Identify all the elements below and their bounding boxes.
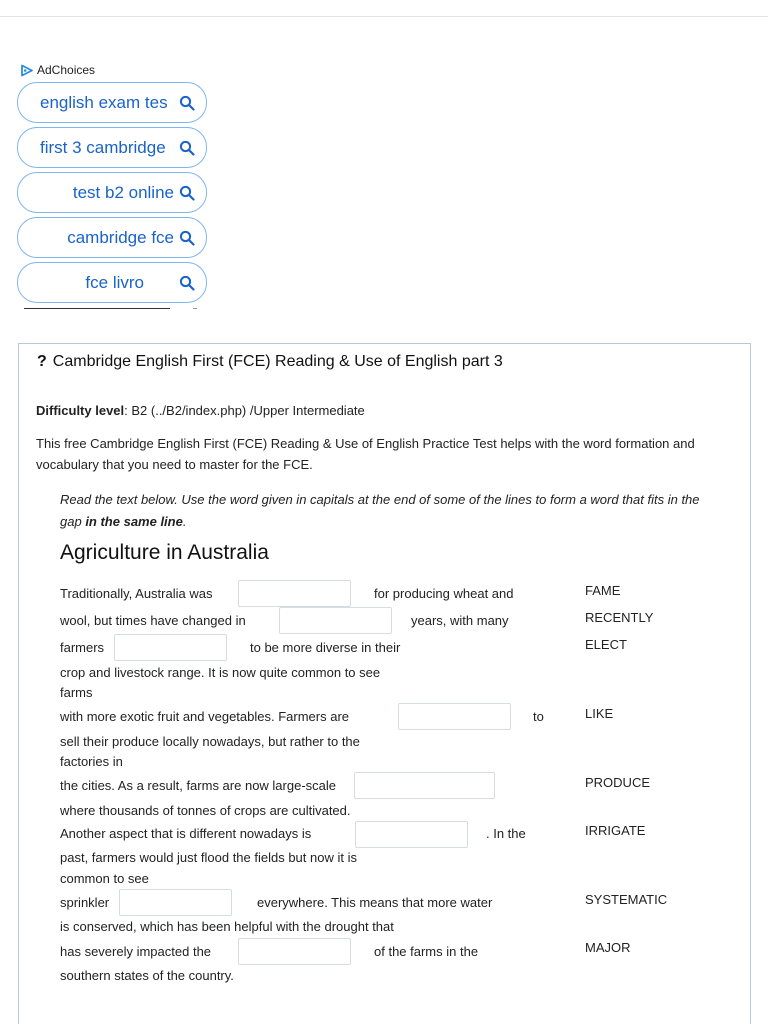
search-suggestion-pill[interactable] [17, 217, 207, 258]
passage-text: common to see [60, 871, 149, 886]
passage-text: factories in [60, 754, 123, 769]
exercise-card [18, 343, 751, 1024]
search-icon [179, 185, 195, 201]
search-icon [179, 230, 195, 246]
ad-divider-tick [193, 308, 197, 309]
top-divider [0, 16, 768, 17]
instructions-text: Read the text below. Use the word given in capitals at the end of some of the lines to form a word that fits in the gap [60, 492, 700, 529]
passage-text: farmers [60, 640, 105, 655]
difficulty-label: Difficulty level [36, 403, 125, 418]
search-suggestion-pill[interactable] [17, 172, 207, 213]
passage-text: to [533, 709, 544, 724]
keyword-major: MAJOR [585, 940, 631, 955]
search-icon [179, 275, 195, 291]
search-icon [179, 95, 195, 111]
intro-paragraph: This free Cambridge English First (FCE) Reading & Use of English Practice Test helps with the word formation and vocabulary that you need to master for the FCE. [36, 436, 695, 472]
search-suggestion-label: test b2 online [72, 183, 174, 202]
adchoices-icon [20, 64, 34, 77]
passage-text: . In the [486, 826, 526, 841]
passage-text: crop and livestock range. It is now quite common to see [60, 665, 381, 680]
search-suggestions [17, 82, 207, 307]
gap-input-8[interactable] [238, 938, 351, 965]
instructions-end: . [182, 514, 187, 529]
passage-text: everywhere. This means that more water [257, 895, 493, 910]
passage-text: sprinkler [60, 895, 110, 910]
keyword-fame: FAME [585, 583, 621, 598]
instructions-emphasis: in the same line [85, 514, 183, 529]
passage-text: to be more diverse in their [250, 640, 401, 655]
search-suggestion-label: first 3 cambridge [40, 138, 166, 157]
exercise-title-text: Cambridge English First (FCE) Reading & Use of English part 3 [52, 353, 503, 370]
passage-text: southern states of the country. [60, 968, 234, 983]
gap-input-2[interactable] [279, 607, 392, 634]
passage-text: with more exotic fruit and vegetables. Farmers are [60, 709, 350, 724]
passage-text: years, with many [411, 613, 509, 628]
text-title: Agriculture in Australia [60, 541, 269, 564]
passage-text: of the farms in the [374, 944, 479, 959]
passage-text: for producing wheat and [374, 586, 514, 601]
passage-text: wool, but times have changed in [60, 613, 246, 628]
passage-text: the cities. As a result, farms are now large-scale [60, 778, 337, 793]
keyword-produce: PRODUCE [585, 775, 651, 790]
passage-text: farms [60, 685, 93, 700]
gap-input-5[interactable] [354, 772, 495, 799]
gap-input-3[interactable] [114, 634, 227, 661]
keyword-like: LIKE [585, 706, 614, 721]
passage-text: past, farmers would just flood the fields but now it is [60, 850, 357, 865]
difficulty-value: : B2 (../B2/index.php) /Upper Intermediate [124, 403, 365, 418]
adchoices-label: AdChoices [37, 63, 96, 77]
ad-divider [24, 308, 170, 309]
gap-input-6[interactable] [355, 821, 468, 848]
adchoices-link[interactable] [20, 63, 95, 77]
search-suggestion-label: fce livro [85, 273, 144, 292]
search-suggestion-pill[interactable] [17, 127, 207, 168]
passage-text: sell their produce locally nowadays, but rather to the [60, 734, 360, 749]
keyword-recently: RECENTLY [585, 610, 654, 625]
instructions [60, 489, 720, 533]
keyword-irrigate: IRRIGATE [585, 823, 646, 838]
search-suggestion-label: english exam tes [40, 93, 168, 112]
passage-text: has severely impacted the [60, 944, 212, 959]
passage-text: Another aspect that is different nowadays is [60, 826, 312, 841]
gap-input-4[interactable] [398, 703, 511, 730]
passage-text: where thousands of tonnes of crops are cultivated. [60, 803, 351, 818]
exercise-title [37, 353, 503, 371]
search-icon [179, 140, 195, 156]
passage-text: Traditionally, Australia was [60, 586, 213, 601]
passage-text: is conserved, which has been helpful with the drought that [60, 919, 394, 934]
keyword-systematic: SYSTEMATIC [585, 892, 668, 907]
difficulty-level [36, 403, 365, 418]
keyword-elect: ELECT [585, 637, 627, 652]
gap-input-1[interactable] [238, 580, 351, 607]
gap-input-7[interactable] [119, 889, 232, 916]
search-suggestion-pill[interactable] [17, 262, 207, 303]
search-suggestion-label: cambridge fce [67, 228, 174, 247]
question-mark-icon: ? [37, 353, 47, 370]
search-suggestion-pill[interactable] [17, 82, 207, 123]
